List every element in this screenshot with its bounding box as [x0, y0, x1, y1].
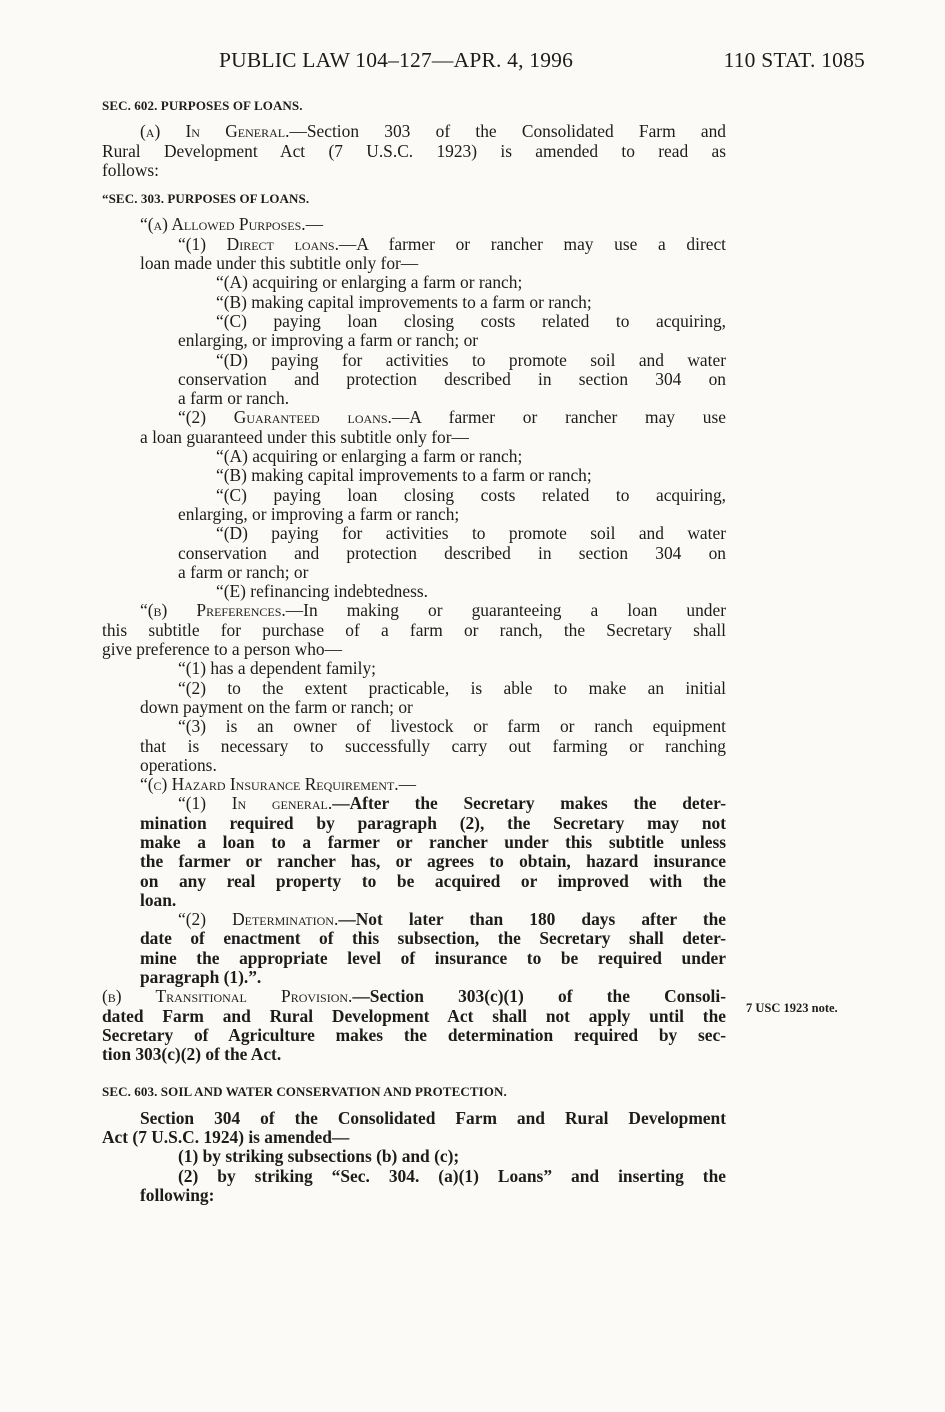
sec603-item2-line1: (2) by striking “Sec. 304. (a)(1) Loans” and inserting the: [178, 1165, 726, 1186]
direct-D-line1: “(D) paying for activities to promote soil and water: [216, 349, 726, 370]
hazard-general-line3: make a loan to a farmer or rancher under this subtitle unless: [140, 831, 726, 852]
statute-page-number: 110 STAT. 1085: [723, 48, 865, 72]
guaranteed-E: “(E) refinancing indebtedness.: [216, 581, 428, 602]
sec603-line2: Act (7 U.S.C. 1924) is amended—: [102, 1127, 350, 1148]
preferences-line1: “(b) Preferences.—In making or guaranteeing a loan under: [140, 600, 726, 621]
direct-B: “(B) making capital improvements to a farm or ranch;: [216, 291, 592, 312]
hazard-general-line6: loan.: [140, 889, 177, 910]
direct-D-line3: a farm or ranch.: [178, 388, 290, 409]
guaranteed-B: “(B) making capital improvements to a farm or ranch;: [216, 465, 592, 486]
transitional-line4: tion 303(c)(2) of the Act.: [102, 1044, 282, 1065]
guaranteed-D-line1: “(D) paying for activities to promote soil and water: [216, 523, 726, 544]
direct-loans-line1: “(1) Direct loans.—A farmer or rancher may use a direct: [178, 233, 727, 254]
preferences-3-line1: “(3) is an owner of livestock or farm or ranch equipment: [178, 716, 726, 737]
hazard-determination-line4: paragraph (1).”.: [140, 967, 262, 988]
public-law-title: PUBLIC LAW 104–127—APR. 4, 1996: [219, 48, 574, 72]
sec602-a-line3: follows:: [102, 159, 160, 180]
direct-A: “(A) acquiring or enlarging a farm or ranch;: [216, 272, 523, 293]
guaranteed-loans-line2: a loan guaranteed under this subtitle only for—: [140, 426, 469, 447]
sec602-a-line2: Rural Development Act (7 U.S.C. 1923) is amended to read as: [102, 140, 726, 161]
guaranteed-C-line1: “(C) paying loan closing costs related to acquiring,: [216, 484, 726, 505]
direct-loans-line2: loan made under this subtitle only for—: [140, 253, 419, 274]
section-603-heading: SEC. 603. SOIL AND WATER CONSERVATION AND PROTECTION.: [102, 1083, 507, 1099]
margin-citation-note: 7 USC 1923 note.: [746, 1001, 838, 1015]
hazard-general-line5: on any real property to be acquired or improved with the: [140, 870, 726, 891]
section-303-heading: “SEC. 303. PURPOSES OF LOANS.: [102, 191, 310, 207]
sec603-line1: Section 304 of the Consolidated Farm and Rural Development: [140, 1107, 726, 1128]
direct-C-line1: “(C) paying loan closing costs related to acquiring,: [216, 310, 726, 331]
transitional-line2: dated Farm and Rural Development Act shall not apply until the: [102, 1005, 726, 1026]
hazard-general-line1: “(1) In general.—After the Secretary makes the deter-: [178, 793, 727, 814]
direct-D-line2: conservation and protection described in section 304 on: [178, 368, 726, 389]
running-header: [0, 48, 945, 80]
hazard-general-line4: the farmer or rancher has, or agrees to obtain, hazard insurance: [140, 851, 726, 872]
hazard-general-line2: mination required by paragraph (2), the Secretary may not: [140, 812, 726, 833]
sec603-item1: (1) by striking subsections (b) and (c);: [178, 1146, 460, 1167]
preferences-2-line1: “(2) to the extent practicable, is able to make an initial: [178, 677, 726, 698]
transitional-line3: Secretary of Agriculture makes the determination required by sec-: [102, 1024, 726, 1045]
law-text: [102, 96, 726, 1205]
hazard-determination-line3: mine the appropriate level of insurance to be required under: [140, 947, 726, 968]
preferences-2-line2: down payment on the farm or ranch; or: [140, 696, 413, 717]
section-602-heading: SEC. 602. PURPOSES OF LOANS.: [102, 98, 303, 113]
allowed-purposes-heading: “(a) Allowed Purposes.—: [140, 214, 324, 235]
hazard-determination-line2: date of enactment of this subsection, the Secretary shall deter-: [140, 928, 726, 949]
transitional-line1: (b) Transitional Provision.—Section 303(c)(1) of the Consoli-: [102, 986, 727, 1007]
preferences-3-line2: that is necessary to successfully carry out farming or ranching: [140, 735, 726, 756]
preferences-1: “(1) has a dependent family;: [178, 658, 376, 679]
guaranteed-D-line3: a farm or ranch; or: [178, 561, 309, 582]
guaranteed-loans-line1: “(2) Guaranteed loans.—A farmer or rancher may use: [178, 407, 726, 428]
hazard-insurance-block: [102, 794, 726, 1205]
guaranteed-D-line2: conservation and protection described in section 304 on: [178, 542, 726, 563]
guaranteed-C-line2: enlarging, or improving a farm or ranch;: [178, 503, 460, 524]
hazard-determination-line1: “(2) Determination.—Not later than 180 days after the: [178, 909, 726, 930]
sec602-a-line1: (a) In General.—Section 303 of the Consolidated Farm and: [140, 121, 726, 142]
guaranteed-A: “(A) acquiring or enlarging a farm or ranch;: [216, 446, 523, 467]
direct-C-line2: enlarging, or improving a farm or ranch; or: [178, 330, 479, 351]
preferences-3-line3: operations.: [140, 754, 217, 775]
preferences-line3: give preference to a person who—: [102, 639, 342, 660]
sec603-item2-line2: following:: [140, 1185, 215, 1206]
preferences-line2: this subtitle for purchase of a farm or ranch, the Secretary shall: [102, 619, 726, 640]
hazard-insurance-heading: “(c) Hazard Insurance Requirement.—: [140, 774, 417, 795]
